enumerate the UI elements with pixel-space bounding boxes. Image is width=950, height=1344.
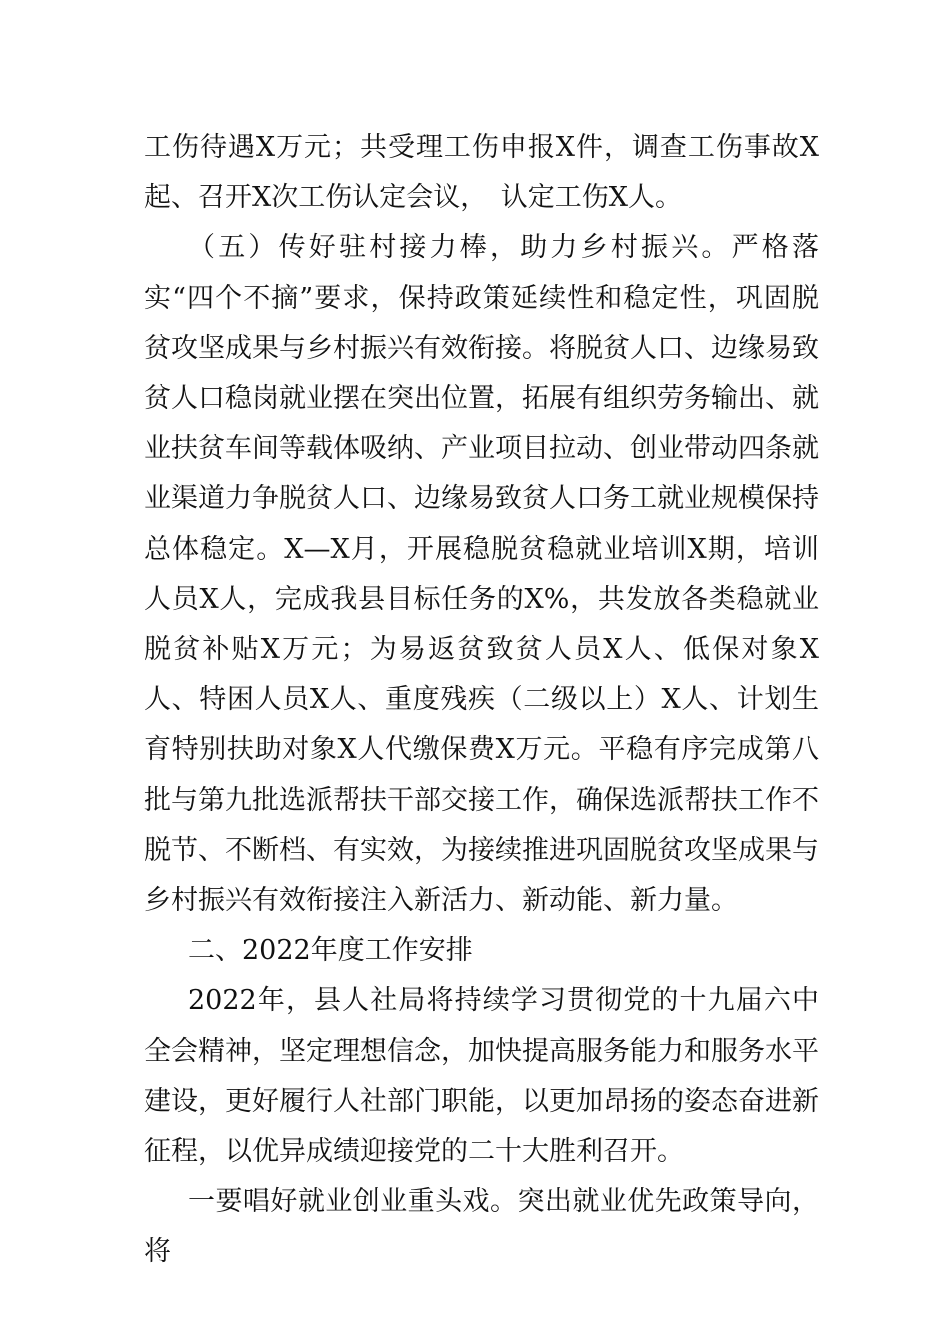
paragraph-work-injury: 工伤待遇X万元；共受理工伤申报X件，调查工伤事故X起、召开X次工伤认定会议， 认定工伤X人。	[144, 132, 819, 214]
paragraph-employment-start: 一要唱好就业创业重头戏。突出就业优先政策导向，将	[144, 1186, 819, 1268]
paragraph-rural-revitalization: （五）传好驻村接力棒，助力乡村振兴。严格落实“四个不摘”要求，保持政策延续性和稳定性，巩固脱贫攻坚成果与乡村振兴有效衔接。将脱贫人口、边缘易致贫人口稳岗就业摆在突出位置，拓展有组织劳务输出、就业扶贫车间等载体吸纳、产业项目拉动、创业带动四条就业渠道力争脱贫人口、边缘易致贫人口务工就业规模保持总体稳定。X—X月，开展稳脱贫稳就业培训X期，培训人员X人，完成我县目标任务的X%，共发放各类稳就业脱贫补贴X万元；为易返贫致贫人员X人、低保对象X人、特困人员X人、重度残疾（二级以上）X人、计划生育特别扶助对象X人代缴保费X万元。平稳有序完成第八批与第九批选派帮扶干部交接工作，确保选派帮扶工作不脱节、不断档、有实效，为接续推进巩固脱贫攻坚成果与乡村振兴有效衔接注入新活力、新动能、新力量。	[144, 232, 819, 917]
document-body	[144, 123, 819, 1278]
section-heading-2022-plan: 二、2022年度工作安排	[188, 935, 473, 967]
paragraph-2022-overview: 2022年，县人社局将持续学习贯彻党的十九届六中全会精神，坚定理想信念，加快提高服务能力和服务水平建设，更好履行人社部门职能，以更加昂扬的姿态奋进新征程，以优异成绩迎接党的二十大胜利召开。	[144, 985, 819, 1168]
